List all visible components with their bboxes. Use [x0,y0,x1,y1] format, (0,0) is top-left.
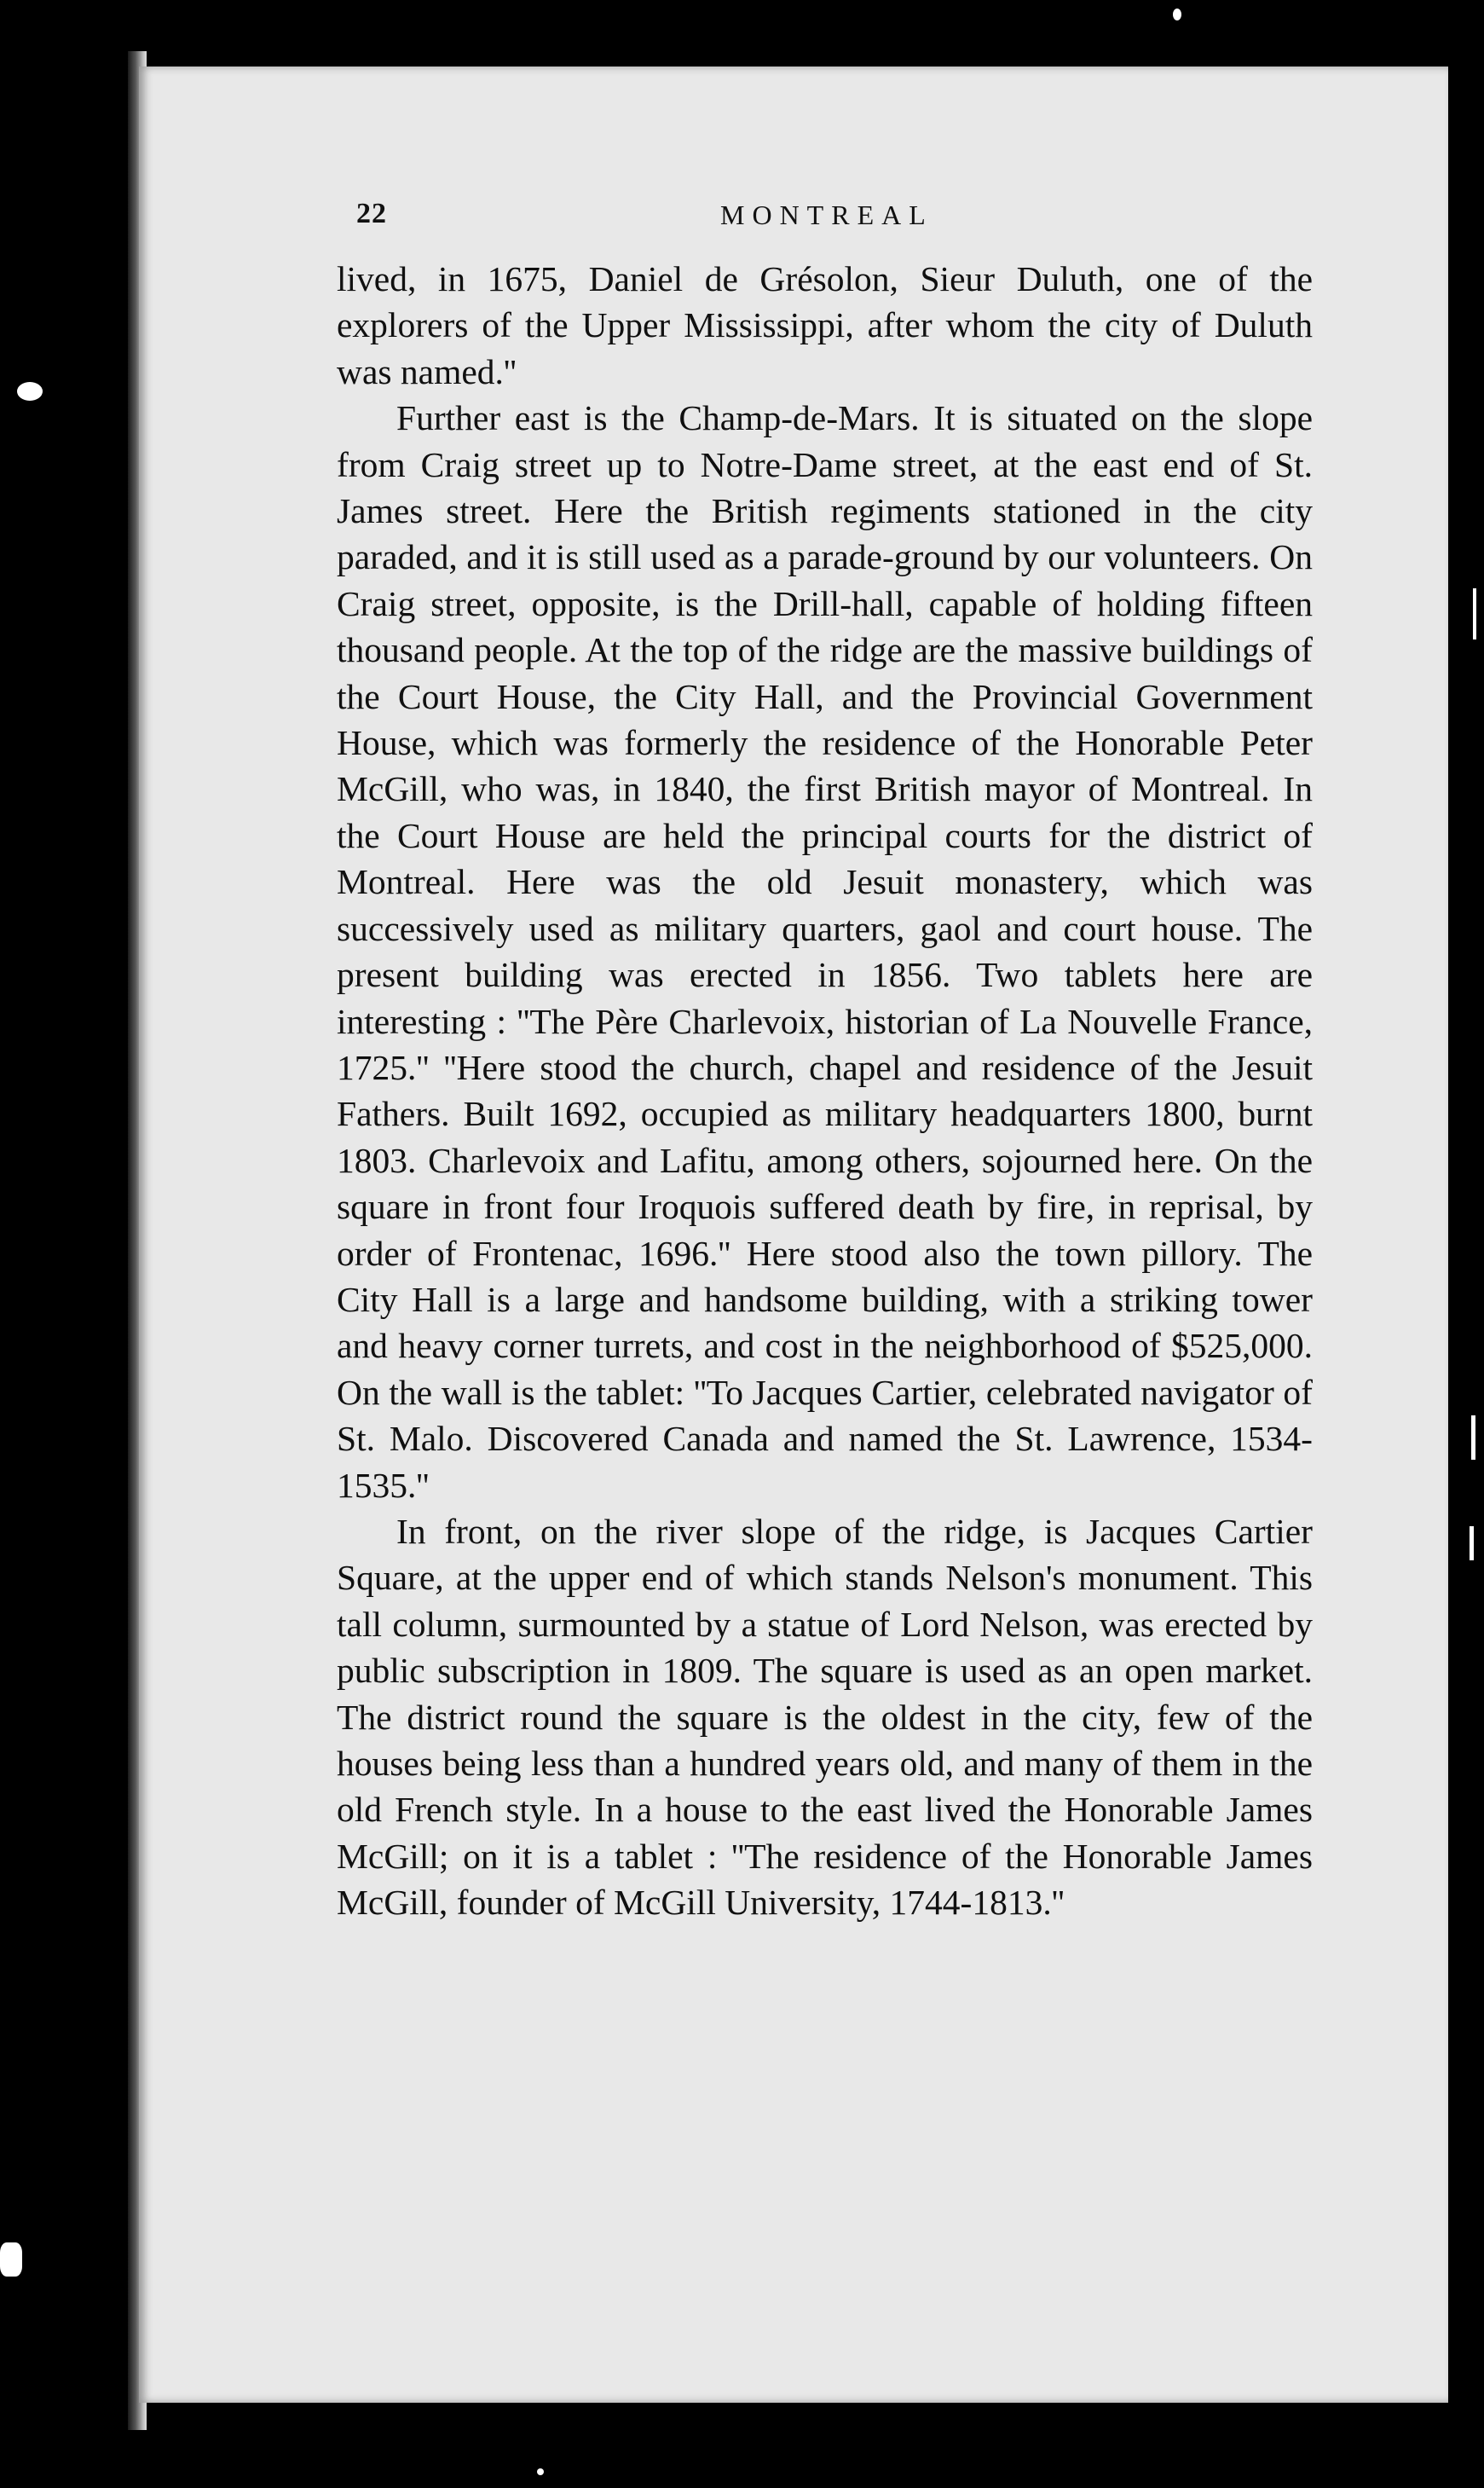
paragraph: In front, on the river slope of the ridge, is Jacques Cartier Square, at the upper end of which stands Nelson's monument. This tall column, surmounted by a statue of Lord Nelson, was erected by public subscription in 1809. The square is used as an open market. The district round the square is the oldest in the city, few of the houses being less than a hundred years old, and many of them in the old French style. In a house to the east lived the Honorable James McGill; on it is a tablet : ''The residence of the Honorable James McGill, founder of McGill University, 1744-1813.'' [337,1511,1313,1923]
paragraph: Further east is the Champ-de-Mars. It is situated on the slope from Craig street up to Notre-Dame street, at the east end of St. James street. Here the British regiments stationed in the city paraded, and it is still used as a parade-ground by our volunteers. On Craig street, opposite, is the Drill-hall, capable of holding fifteen thousand people. At the top of the ridge are the massive buildings of the Court House, the City Hall, and the Provincial Government House, which was formerly the residence of the Honorable Peter McGill, who was, in 1840, the first British mayor of Montreal. In the Court House are held the principal courts for the district of Montreal. Here was the old Jesuit monastery, which was successively used as military quarters, gaol and court house. The present building was erected in 1856. Two tablets here are interesting : ''The Père Charlevoix, historian of La Nouvelle France, 1725.'' ''Here stood the church, chapel and residence of the Jesuit Fathers. Built 1692, occupied as military headquarters 1800, burnt 1803. Charlevoix and Lafitu, among others, sojourned here. On the square in front four Iroquois suffered death by fire, in reprisal, by order of Frontenac, 1696.'' Here stood also the town pillory. The City Hall is a large and handsome building, with a striking tower and heavy corner turrets, and cost in the neighborhood of $525,000. On the wall is the tablet: ''To Jacques Cartier, celebrated navigator of St. Malo. Discovered Canada and named the St. Lawrence, 1534-1535.'' [337,398,1313,1505]
page-header [356,198,1430,249]
scan-speck [17,382,43,401]
scan-mark [1473,588,1476,639]
scan-speck [0,2242,22,2277]
scan-speck [537,2468,544,2475]
page-number: 22 [356,198,387,229]
scan-mark [1470,1526,1474,1560]
running-head: MONTREAL [720,200,933,230]
paragraph: lived, in 1675, Daniel de Grésolon, Sieur Duluth, one of the explorers of the Upper Mississippi, after whom the city of Duluth was named.'' [337,259,1313,391]
scan-speck [1173,9,1181,20]
scan-mark [1471,1415,1475,1460]
body-text [337,256,1313,1926]
